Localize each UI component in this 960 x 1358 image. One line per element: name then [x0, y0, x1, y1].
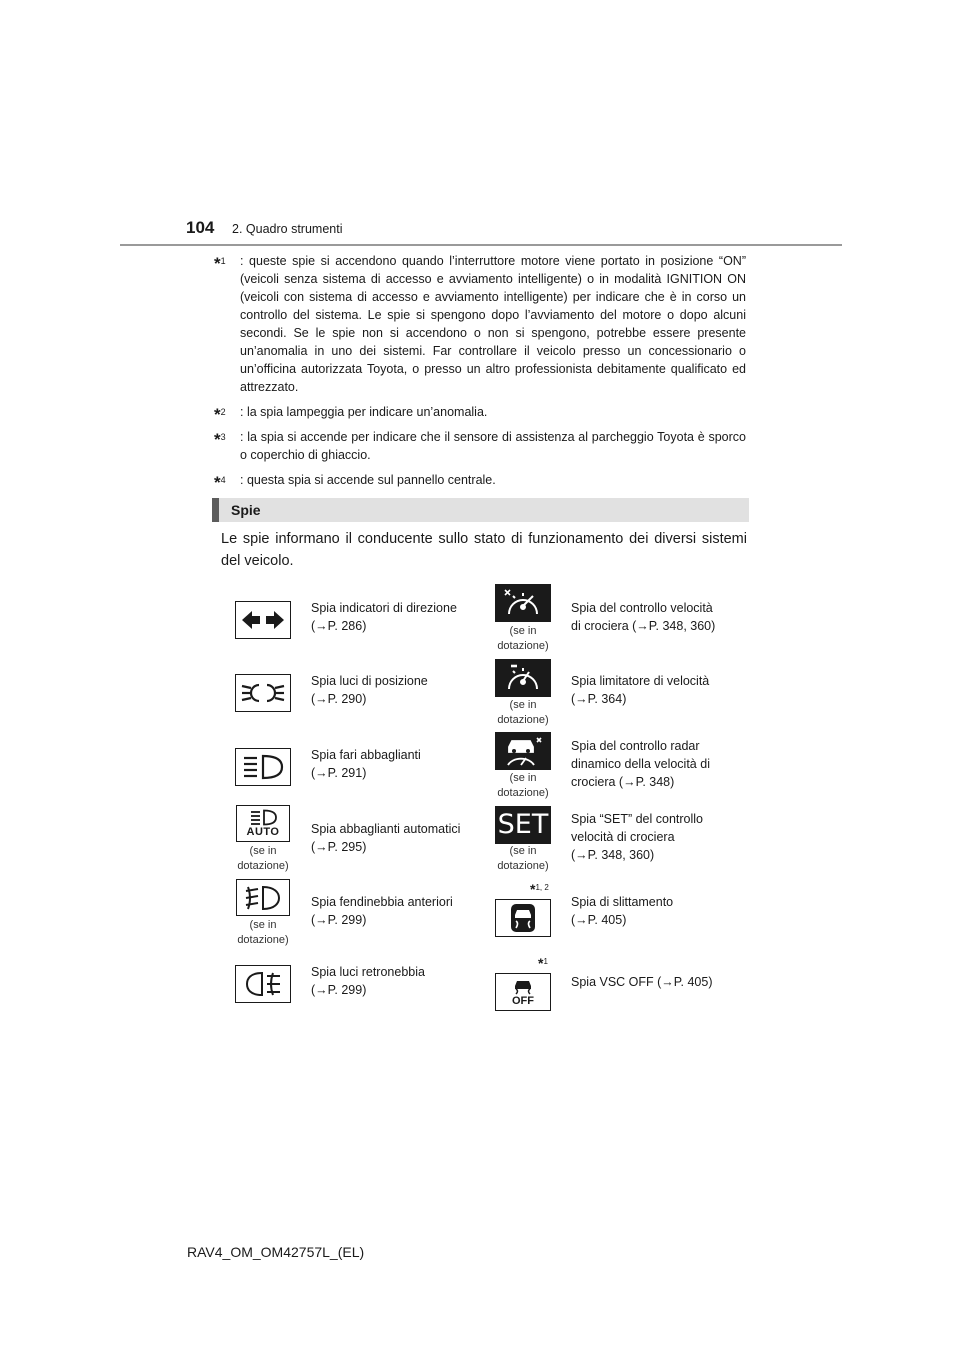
section-title: 2. Quadro strumenti [232, 222, 343, 236]
page-number: 104 [186, 218, 215, 237]
set-label: SET [497, 809, 549, 840]
document-code: RAV4_OM_OM42757L_(EL) [187, 1244, 365, 1260]
high-beam-icon [235, 748, 291, 786]
footnote-3: *$^3$ : la spia si accende per indicare che il sensore di assistenza al parcheggio Toyota è sporco o coperchio di ghiaccio. [214, 430, 746, 462]
front-fog-desc: Spia fendinebbia anteriori (→P. 299) [311, 895, 453, 927]
speed-limiter-note: (se in dotazione) [497, 699, 549, 726]
high-beam-desc: Spia fari abbaglianti (→P. 291) [311, 748, 421, 780]
set-indicator-note: (se in dotazione) [497, 845, 549, 872]
auto-high-beam-desc: Spia abbaglianti automatici (→P. 295) [311, 822, 461, 854]
set-indicator-icon [495, 806, 551, 844]
page-header [0, 0, 960, 250]
radar-cruise-note: (se in dotazione) [497, 772, 549, 799]
slip-indicator-desc: Spia di slittamento (→P. 405) [571, 895, 674, 927]
cruise-control-note: (se in dotazione) [497, 625, 549, 652]
auto-label: AUTO [246, 826, 280, 838]
speed-limiter-icon [495, 659, 551, 697]
turn-signal-icon [235, 601, 291, 639]
off-label: OFF [512, 994, 534, 1007]
header-divider [120, 244, 842, 246]
position-lights-icon [235, 674, 291, 712]
spie-intro: Le spie informano il conducente sullo stato di funzionamento dei diversi sistemi del veicolo. [221, 531, 747, 569]
footnote-1: *$^1$ : queste spie si accendono quando l’interruttore motore viene portato in posizione “ON” (veicoli senza sistema di accesso e avviamento intelligente) o in modalità IGNITION ON (veicoli con sistema di accesso e avviamento intelligente) per indicare che è in corso un controllo del sistema. Le spie si spengono dopo l’avviamento del motore o dopo alcuni secondi. Se le spie non si accendono o non si spengono, potrebbe essere presente un’anomalia in uno dei sistemi. Far controllare il veicolo presso un concessionario o un’officina autorizzata Toyota, o presso un altro professionista debitamente qualificato ed attrezzato. [214, 254, 746, 394]
set-indicator-desc: Spia “SET” del controllo velocità di crociera (→P. 348, 360) [571, 812, 704, 862]
footnote-2: *$^2$ : la spia lampeggia per indicare un’anomalia. [214, 405, 488, 424]
rear-fog-icon [235, 965, 291, 1003]
spie-title: Spie [231, 502, 261, 518]
vsc-off-desc: Spia VSC OFF (→P. 405) [571, 975, 713, 989]
front-fog-icon [236, 879, 290, 916]
auto-high-beam-icon [236, 805, 290, 842]
cruise-control-icon [495, 584, 551, 622]
turn-signal-desc: Spia indicatori di direzione (→P. 286) [311, 601, 457, 633]
auto-high-beam-note: (se in dotazione) [237, 845, 289, 872]
slip-indicator-mark: *$^{1, 2}$ [530, 881, 549, 897]
speed-limiter-desc: Spia limitatore di velocità (→P. 364) [571, 674, 710, 706]
footnotes [214, 252, 746, 496]
front-fog-note: (se in dotazione) [237, 919, 289, 946]
vsc-off-icon [495, 973, 551, 1011]
radar-cruise-icon [495, 732, 551, 770]
rear-fog-desc: Spia luci retronebbia (→P. 299) [311, 965, 425, 997]
cruise-control-desc: Spia del controllo velocità di crociera (→P. 348, 360) [571, 601, 716, 633]
slip-indicator-icon [495, 899, 551, 937]
footnote-4: *$^4$ : questa spia si accende sul pannello centrale. [214, 473, 496, 492]
radar-cruise-desc: Spia del controllo radar dinamico della velocità di crociera (→P. 348) [571, 739, 710, 789]
spie-section-bar [212, 498, 749, 522]
vsc-off-mark: *$^1$ [538, 955, 548, 971]
position-lights-desc: Spia luci di posizione (→P. 290) [311, 674, 428, 706]
